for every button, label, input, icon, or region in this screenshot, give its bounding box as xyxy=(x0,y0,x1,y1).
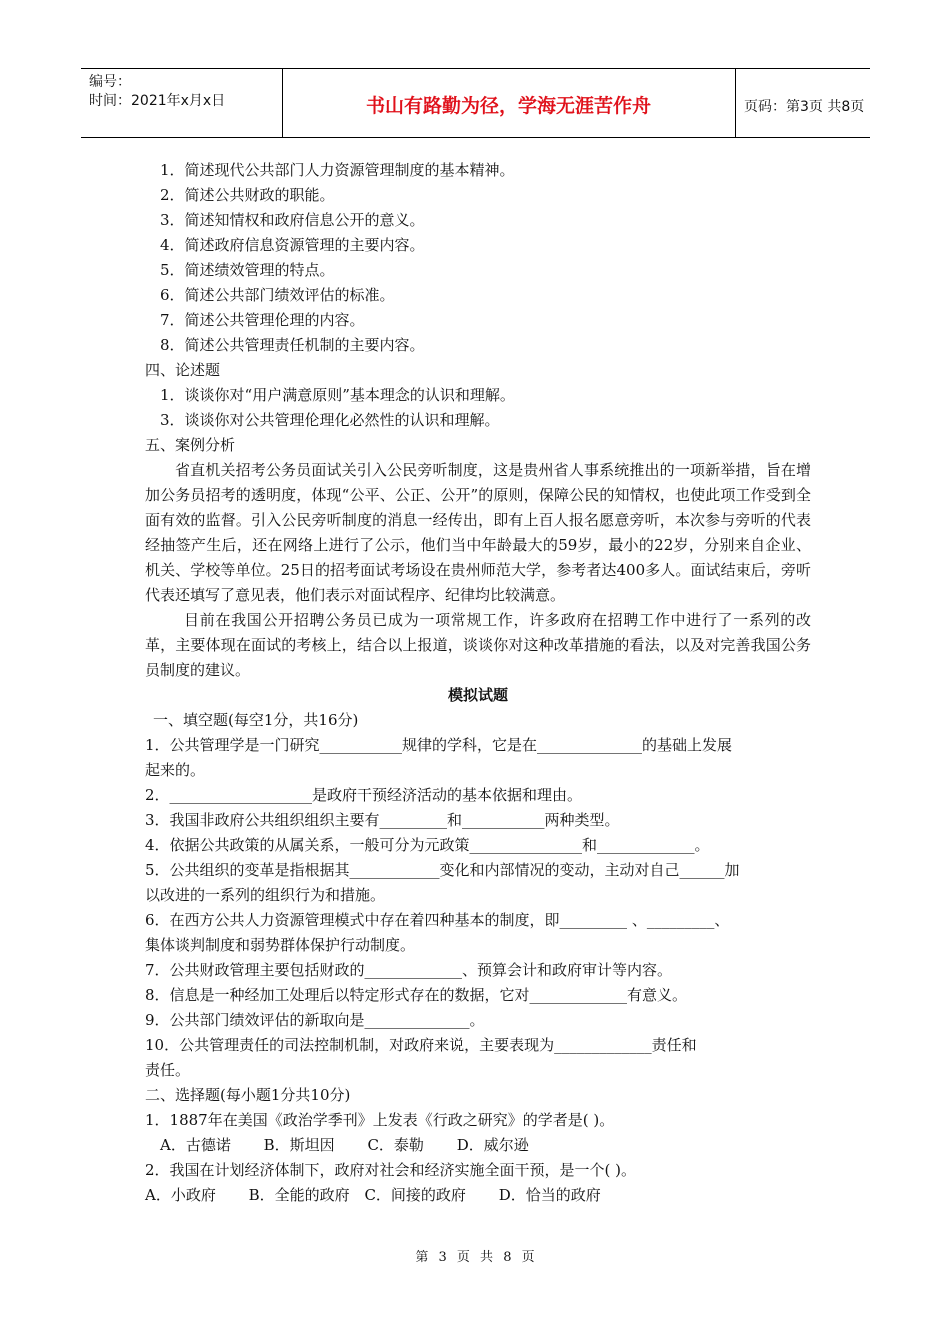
date-label: 时间：2021年x月x日 xyxy=(89,93,226,109)
page-info: 页码：第3页 共8页 xyxy=(744,99,865,115)
short-answer-item: 2．简述公共财政的职能。 xyxy=(160,186,335,204)
choice-q1-options xyxy=(145,1133,811,1158)
option-a: A．古德诺 xyxy=(160,1136,231,1154)
fill-blank-q4: 4．依据公共政策的从属关系，一般可分为元政策_______________和_____________。 xyxy=(145,836,710,854)
fill-blank-q10-line2: 责任。 xyxy=(145,1061,191,1079)
option-a: A．小政府 xyxy=(145,1186,216,1204)
page-footer: 第 3 页 共 8 页 xyxy=(415,1250,535,1265)
header-right-cell xyxy=(736,69,870,137)
header-left-cell xyxy=(81,69,283,137)
section-title-fill-blank: 一、填空题(每空1分，共16分) xyxy=(153,711,359,729)
section-title-essay: 四、论述题 xyxy=(145,361,221,379)
essay-item: 3．谈谈你对公共管理伦理化必然性的认识和理解。 xyxy=(160,411,500,429)
fill-blank-q6-line1: 6．在西方公共人力资源管理模式中存在着四种基本的制度，即_________ 、_________、 xyxy=(145,911,730,929)
header-center-cell xyxy=(282,69,736,137)
fill-blank-q5-line2: 以改进的一系列的组织行为和措施。 xyxy=(145,886,386,904)
fill-blank-q6-line2: 集体谈判制度和弱势群体保护行动制度。 xyxy=(145,936,416,954)
option-b: B．全能的政府 xyxy=(248,1186,350,1204)
short-answer-item: 4．简述政府信息资源管理的主要内容。 xyxy=(160,236,425,254)
option-d: D．威尔逊 xyxy=(456,1136,529,1154)
fill-blank-q7: 7．公共财政管理主要包括财政的_____________、预算会计和政府审计等内容。 xyxy=(145,961,673,979)
short-answer-item: 5．简述绩效管理的特点。 xyxy=(160,261,335,279)
section-title-case: 五、案例分析 xyxy=(145,436,236,454)
option-d: D．恰当的政府 xyxy=(498,1186,601,1204)
short-answer-item: 3．简述知情权和政府信息公开的意义。 xyxy=(160,211,425,229)
short-answer-item: 6．简述公共部门绩效评估的标准。 xyxy=(160,286,395,304)
fill-blank-q5-line1: 5．公共组织的变革是指根据其____________变化和内部情况的变动，主动对自己______加 xyxy=(145,861,740,879)
fill-blank-q9: 9．公共部门绩效评估的新取向是______________。 xyxy=(145,1011,485,1029)
fill-blank-q1-line1: 1．公共管理学是一门研究___________规律的学科，它是在______________的基础上发展 xyxy=(145,736,733,754)
fill-blank-q1-line2: 起来的。 xyxy=(145,761,206,779)
case-paragraph-2: 目前在我国公开招聘公务员已成为一项常规工作，许多政府在招聘工作中进行了一系列的改革，主要体现在面试的考核上，结合以上报道，谈谈你对这种改革措施的看法，以及对完善我国公务员制度的建议。 xyxy=(145,611,811,679)
fill-blank-q8: 8．信息是一种经加工处理后以特定形式存在的数据，它对_____________有意义。 xyxy=(145,986,688,1004)
option-c: C．间接的政府 xyxy=(364,1186,466,1204)
case-paragraph-1: 省直机关招考公务员面试关引入公民旁听制度，这是贵州省人事系统推出的一项新举措，旨在增加公务员招考的透明度，体现“公平、公正、公开”的原则，保障公民的知情权，也使此项工作受到全面有效的监督。引入公民旁听制度的消息一经传出，即有上百人报名愿意旁听，本次参与旁听的代表经抽签产生后，还在网络上进行了公示，他们当中年龄最大的59岁，最小的22岁，分别来自企业、机关、学校等单位。25日的招考面试考场设在贵州师范大学，参考者达400多人。面试结束后，旁听代表还填写了意见表，他们表示对面试程序、纪律均比较满意。 xyxy=(145,461,811,604)
short-answer-item: 7．简述公共管理伦理的内容。 xyxy=(160,311,365,329)
choice-q2-options xyxy=(145,1183,811,1208)
essay-item: 1．谈谈你对“用户满意原则”基本理念的认识和理解。 xyxy=(160,386,515,404)
fill-blank-q3: 3．我国非政府公共组织组织主要有_________和___________两种类型。 xyxy=(145,811,620,829)
section-title-choice: 二、选择题(每小题1分共10分) xyxy=(145,1086,351,1104)
choice-q2: 2．我国在计划经济体制下，政府对社会和经济实施全面干预，是一个( )。 xyxy=(145,1161,637,1179)
page-header xyxy=(81,68,870,138)
choice-q1: 1．1887年在美国《政治学季刊》上发表《行政之研究》的学者是( )。 xyxy=(145,1111,615,1129)
short-answer-item: 8．简述公共管理责任机制的主要内容。 xyxy=(160,336,425,354)
fill-blank-q2: 2．___________________是政府干预经济活动的基本依据和理由。 xyxy=(145,786,583,804)
motto: 书山有路勤为径，学海无涯苦作舟 xyxy=(365,95,651,117)
serial-label: 编号： xyxy=(89,74,131,90)
option-b: B．斯坦因 xyxy=(263,1136,335,1154)
short-answer-item: 1．简述现代公共部门人力资源管理制度的基本精神。 xyxy=(160,161,515,179)
option-c: C．泰勒 xyxy=(367,1136,424,1154)
mock-exam-title: 模拟试题 xyxy=(447,686,508,704)
document-body xyxy=(145,158,811,1208)
fill-blank-q10-line1: 10．公共管理责任的司法控制机制，对政府来说，主要表现为_____________责任和 xyxy=(145,1036,697,1054)
